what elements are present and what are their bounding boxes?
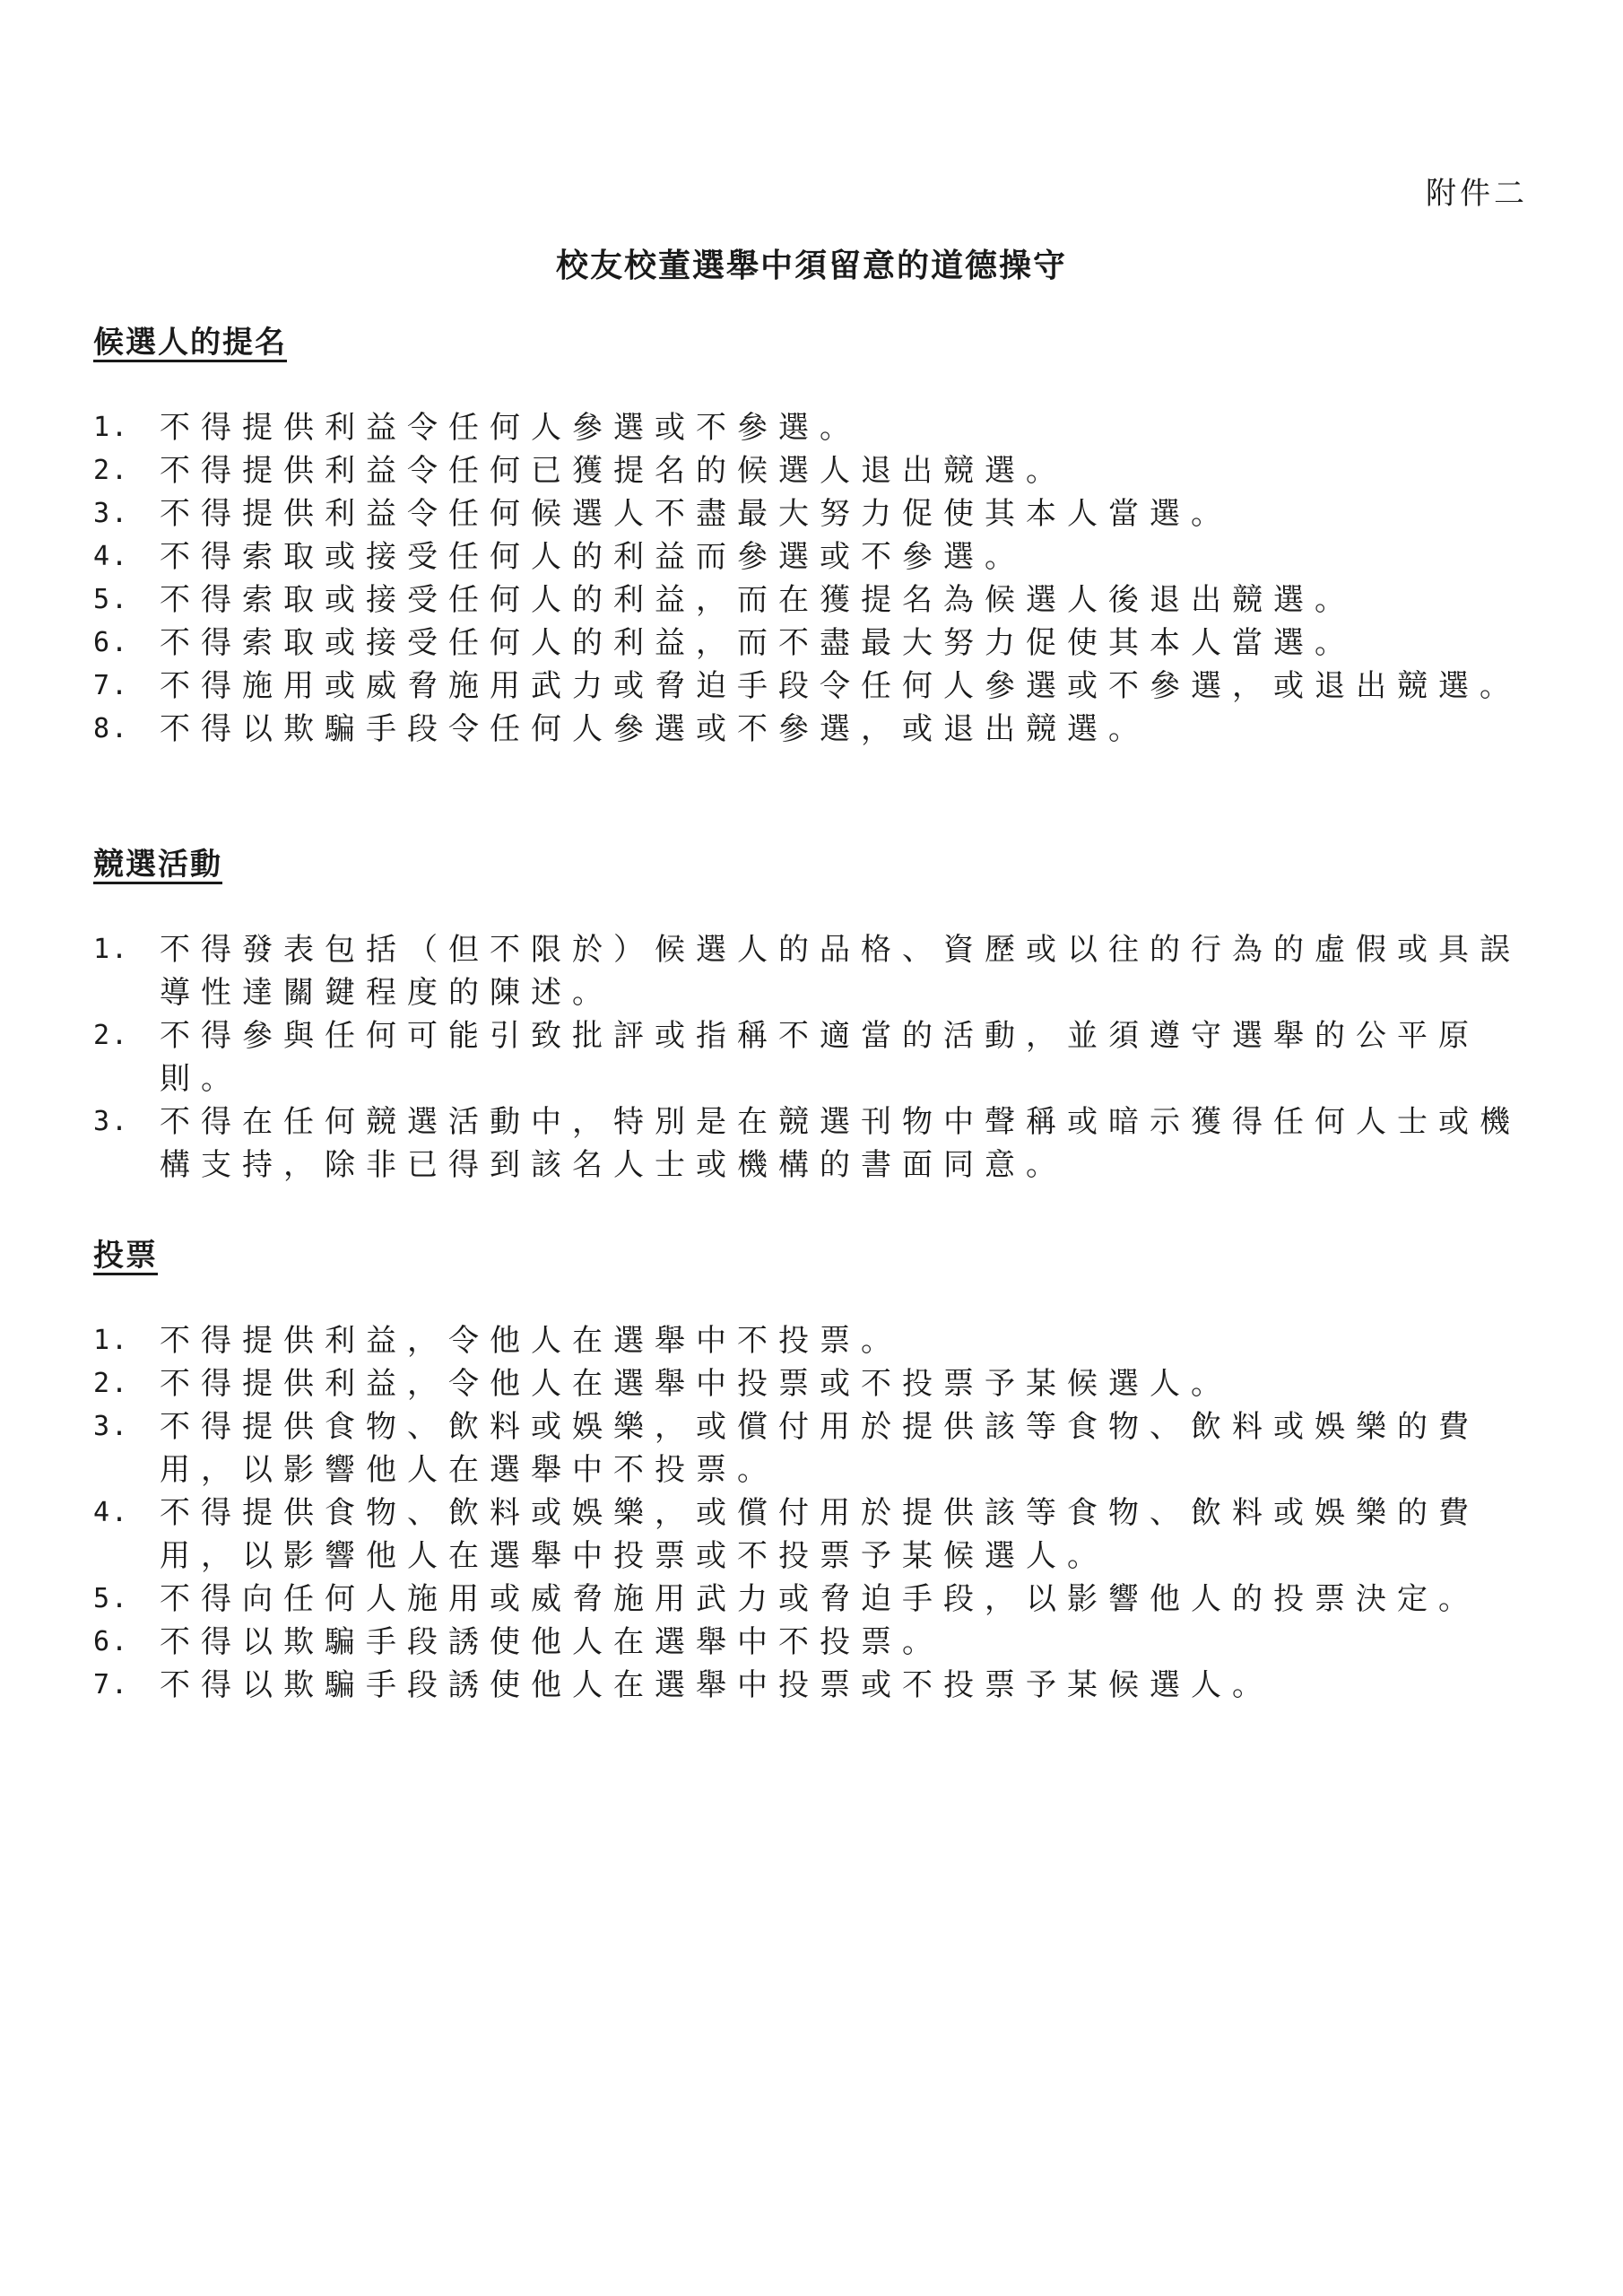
list-item [93,708,1528,751]
item-number: 3. [93,1411,130,1442]
item-text: 不得提供食物、飲料或娛樂，或償付用於提供該等食物、飲料或娛樂的費用，以影響他人在選舉中投票或不投票予某候選人。 [160,1495,1480,1574]
item-number: 1. [93,934,130,965]
item-text: 不得提供食物、飲料或娛樂，或償付用於提供該等食物、飲料或娛樂的費用，以影響他人在選舉中不投票。 [160,1409,1480,1488]
item-text: 不得以欺騙手段令任何人參選或不參選，或退出競選。 [160,711,1150,747]
section-nomination [93,317,1528,751]
list-item [93,1014,1528,1100]
document-title: 校友校董選舉中須留意的道德操守 [555,248,1067,285]
item-number: 7. [93,1669,130,1700]
list-item [93,1405,1528,1492]
list-item [93,578,1528,622]
section-heading: 候選人的提名 [93,325,287,361]
list-item [93,622,1528,665]
list-item [93,1319,1528,1362]
section-voting [93,1231,1528,1707]
item-text: 不得提供利益，令他人在選舉中不投票。 [160,1323,902,1359]
item-text: 不得索取或接受任何人的利益而參選或不參選。 [160,539,1026,575]
item-number: 7. [93,670,130,701]
item-text: 不得以欺騙手段誘使他人在選舉中投票或不投票予某候選人。 [160,1667,1273,1703]
item-text: 不得參與任何可能引致批評或指稱不適當的活動，並須遵守選舉的公平原則。 [160,1018,1480,1097]
annex-label: 附件二 [1426,176,1528,212]
item-number: 3. [93,1106,130,1137]
item-text: 不得以欺騙手段誘使他人在選舉中不投票。 [160,1624,943,1660]
list-item [93,406,1528,449]
section-heading: 競選活動 [93,847,222,883]
item-text: 不得向任何人施用或威脅施用武力或脅迫手段，以影響他人的投票決定。 [160,1581,1480,1617]
campaign-list [93,928,1528,1187]
item-text: 不得提供利益令任何候選人不盡最大努力促使其本人當選。 [160,496,1232,532]
item-number: 1. [93,412,130,443]
item-number: 5. [93,1583,130,1614]
list-item [93,928,1528,1014]
item-text: 不得提供利益，令他人在選舉中投票或不投票予某候選人。 [160,1366,1232,1402]
list-item [93,1100,1528,1187]
item-number: 4. [93,1497,130,1528]
item-text: 不得索取或接受任何人的利益，而不盡最大努力促使其本人當選。 [160,625,1356,661]
item-number: 6. [93,1626,130,1657]
item-text: 不得提供利益令任何人參選或不參選。 [160,410,861,446]
section-heading: 投票 [93,1238,158,1274]
item-number: 2. [93,455,130,486]
item-text: 不得提供利益令任何已獲提名的候選人退出競選。 [160,453,1067,489]
item-text: 不得發表包括（但不限於）候選人的品格、資歷或以往的行為的虛假或具誤導性達關鍵程度的陳述。 [160,932,1521,1011]
list-item [93,1621,1528,1664]
list-item [93,1362,1528,1405]
item-text: 不得索取或接受任何人的利益，而在獲提名為候選人後退出競選。 [160,582,1356,618]
item-number: 2. [93,1368,130,1399]
item-number: 4. [93,541,130,572]
item-number: 1. [93,1325,130,1356]
list-item [93,492,1528,535]
list-item [93,1664,1528,1707]
item-text: 不得施用或威脅施用武力或脅迫手段令任何人參選或不參選，或退出競選。 [160,668,1521,704]
list-item [93,665,1528,708]
item-number: 2. [93,1020,130,1051]
item-number: 3. [93,498,130,529]
section-campaign [93,839,1528,1187]
list-item [93,1578,1528,1621]
list-item [93,535,1528,578]
list-item [93,449,1528,492]
voting-list [93,1319,1528,1707]
item-number: 5. [93,584,130,615]
item-text: 不得在任何競選活動中，特別是在競選刊物中聲稱或暗示獲得任何人士或機構支持，除非已得到該名人士或機構的書面同意。 [160,1104,1521,1183]
item-number: 6. [93,627,130,658]
nomination-list [93,406,1528,751]
item-number: 8. [93,713,130,744]
list-item [93,1492,1528,1578]
